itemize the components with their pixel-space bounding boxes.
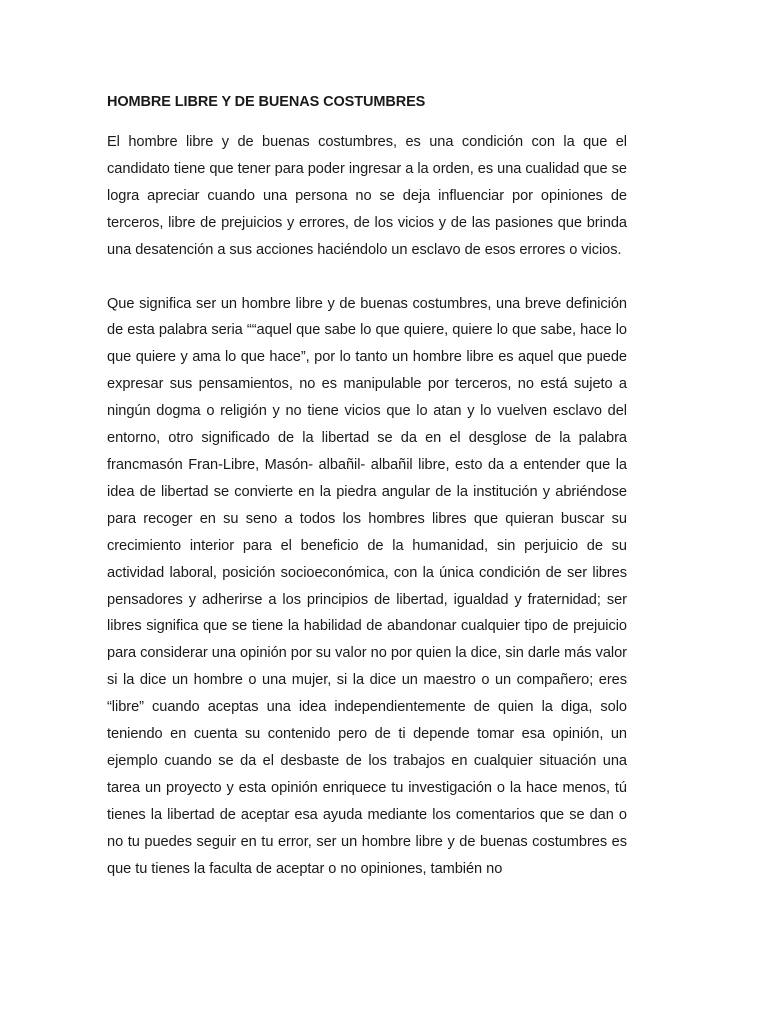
paragraph-1: El hombre libre y de buenas costumbres, es una condición con la que el candidato tiene que tener para poder ingresar a la orden, es una cualidad que se logra apreciar cuando una persona no se deja influenciar por opiniones de terceros, libre de prejuicios y errores, de los vicios y de las pasiones que brinda una desatención a sus acciones haciéndolo un esclavo de esos errores o vicios. [107, 134, 627, 258]
paragraph-2: Que significa ser un hombre libre y de buenas costumbres, una breve definición de esta palabra seria ““aquel que sabe lo que quiere, quiere lo que sabe, hace lo que quiere y ama lo que hace”, por lo tanto un hombre libre es aquel que puede expresar sus pensamientos, no es manipulable por terceros, no está sujeto a ningún dogma o religión y no tiene vicios que lo atan y lo vuelven esclavo del entorno, otro significado de la libertad se da en el desglose de la palabra francmasón Fran-Libre, Masón- albañil- albañil libre, esto da a entender que la idea de libertad se convierte en la piedra angular de la institución y abriéndose para recoger en su seno a todos los hombres libres que quieran buscar su crecimiento interior para el beneficio de la humanidad, sin perjuicio de su actividad laboral, posición socioeconómica, con la única condición de ser libres pensadores y adherirse a los principios de libertad, igualdad y fraternidad; ser libres significa que se tiene la habilidad de abandonar cualquier tipo de prejuicio para considerar una opinión por su valor no por quien la dice, sin darle más valor si la dice un hombre o una mujer, si la dice un maestro o un compañero; eres “libre” cuando aceptas una idea independientemente de quien la diga, solo teniendo en cuenta su contenido pero de ti depende tomar esa opinión, un ejemplo cuando se da el desbaste de los trabajos en cualquier situación una tarea un proyecto y esta opinión enriquece tu investigación o la hace menos, tú tienes la libertad de aceptar esa ayuda mediante los comentarios que se dan o no tu puedes seguir en tu error, ser un hombre libre y de buenas costumbres es que tu tienes la faculta de aceptar o no opiniones, también no [107, 295, 627, 877]
document-body [107, 91, 627, 882]
document-title: HOMBRE LIBRE Y DE BUENAS COSTUMBRES [107, 94, 426, 110]
